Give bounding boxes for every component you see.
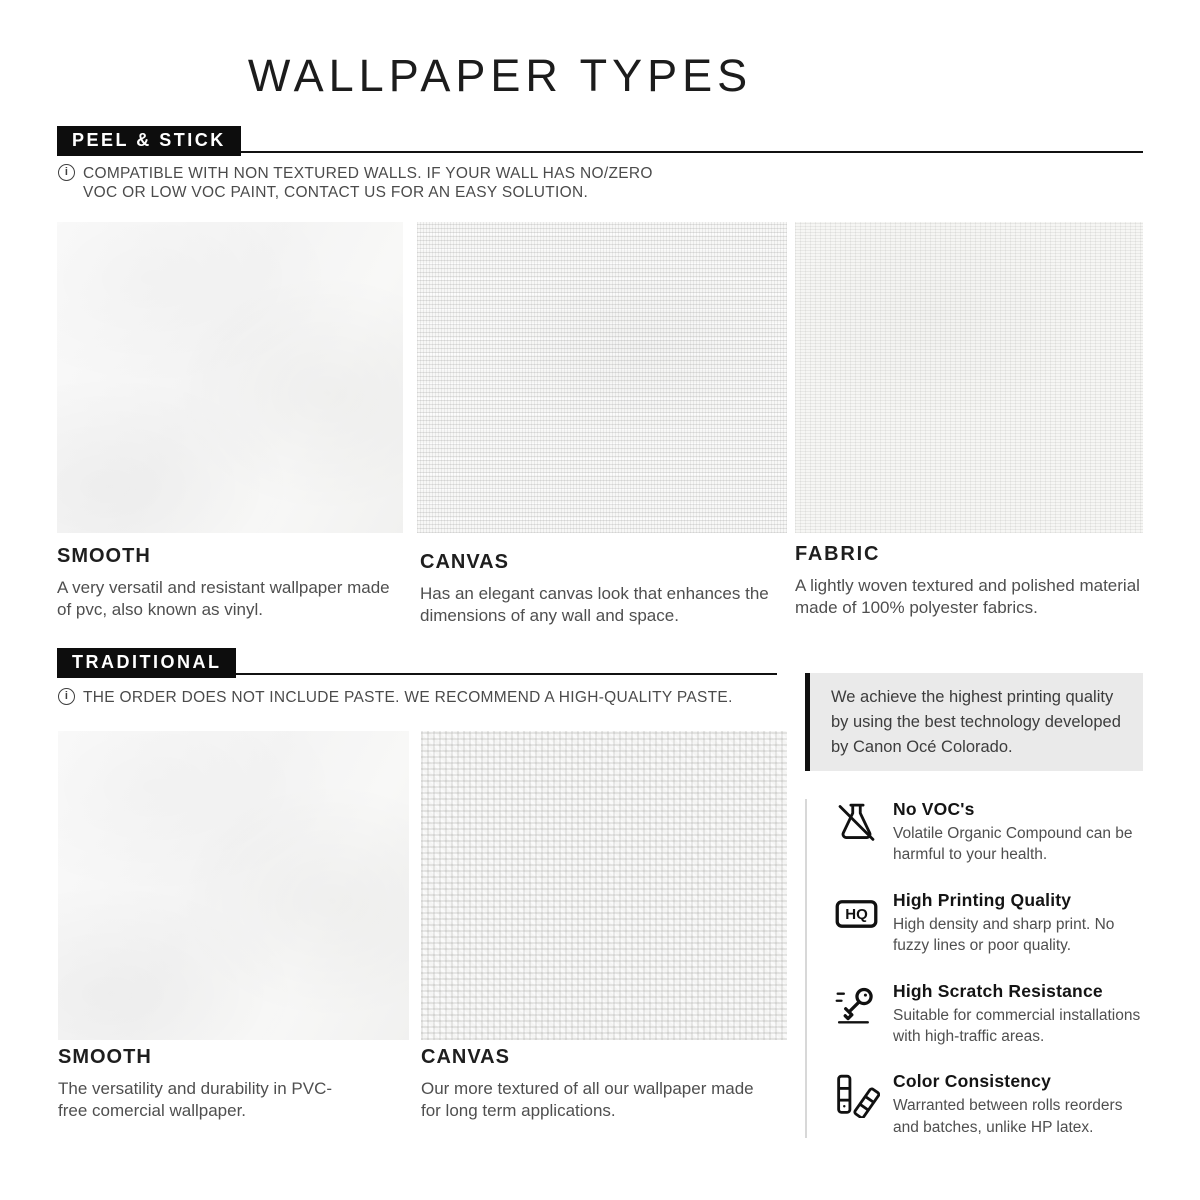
feature-text <box>893 981 1145 1048</box>
swatch-title: FABRIC <box>795 543 881 565</box>
swatch-description: Our more textured of all our wallpaper made for long term applications. <box>421 1079 754 1121</box>
feature-text <box>893 799 1145 866</box>
printing-quality-quote: We achieve the highest printing quality by using the best technology developed by Canon Océ Colorado. <box>805 673 1143 771</box>
high-scratch-resistance-icon <box>833 981 880 1028</box>
swatch-title: CANVAS <box>420 551 509 573</box>
page-title: WALLPAPER TYPES <box>247 50 753 101</box>
feature-high-printing-quality <box>833 890 1153 957</box>
swatch-image-smooth-traditional <box>58 731 409 1040</box>
features-list <box>805 799 1153 1138</box>
info-note-peel-stick <box>58 164 718 203</box>
swatch-image-fabric-peel-stick <box>795 222 1143 533</box>
svg-text:HQ: HQ <box>845 905 868 923</box>
swatch-description: A lightly woven textured and polished material made of 100% polyester fabrics. <box>795 576 1140 618</box>
swatch-title: SMOOTH <box>58 1046 152 1068</box>
feature-no-voc <box>833 799 1153 866</box>
swatch-image-smooth-peel-stick <box>57 222 403 533</box>
info-note-line: VOC OR LOW VOC PAINT, CONTACT US FOR AN EASY SOLUTION. <box>83 184 589 202</box>
swatch-title: SMOOTH <box>57 545 151 567</box>
info-icon: i <box>58 688 75 705</box>
swatch-description: Has an elegant canvas look that enhances the dimensions of any wall and space. <box>420 584 769 626</box>
swatch-image-canvas-peel-stick <box>417 222 787 533</box>
section-badge-peel-stick: PEEL & STICK <box>57 126 241 156</box>
swatch-title: CANVAS <box>421 1046 510 1068</box>
swatch-image-canvas-traditional <box>421 731 787 1040</box>
color-consistency-icon <box>833 1071 880 1118</box>
feature-description: Suitable for commercial installations with high-traffic areas. <box>893 1006 1141 1045</box>
feature-title: Color Consistency <box>893 1071 1052 1092</box>
info-note-line: COMPATIBLE WITH NON TEXTURED WALLS. IF YOUR WALL HAS NO/ZERO <box>83 165 653 182</box>
section-badge-traditional: TRADITIONAL <box>57 648 236 678</box>
feature-color-consistency <box>833 1071 1153 1138</box>
feature-description: Volatile Organic Compound can be harmful to your health. <box>893 825 1133 864</box>
feature-high-scratch-resistance <box>833 981 1153 1048</box>
info-note-text <box>83 164 653 203</box>
feature-title: High Printing Quality <box>893 889 1072 910</box>
swatch-caption-canvas-traditional <box>421 1046 766 1123</box>
swatch-caption-canvas <box>420 551 772 628</box>
swatch-caption-smooth <box>57 545 397 622</box>
feature-title: High Scratch Resistance <box>893 980 1103 1001</box>
swatch-caption-smooth-traditional <box>58 1046 353 1123</box>
no-voc-icon <box>833 799 880 846</box>
info-icon: i <box>58 164 75 181</box>
feature-text <box>893 890 1145 957</box>
info-note-line: THE ORDER DOES NOT INCLUDE PASTE. WE RECOMMEND A HIGH-QUALITY PASTE. <box>83 689 733 706</box>
feature-title: No VOC's <box>893 799 975 819</box>
swatch-description: A very versatil and resistant wallpaper made of pvc, also known as vinyl. <box>57 578 390 620</box>
feature-description: Warranted between rolls reorders and batches, unlike HP latex. <box>893 1097 1123 1136</box>
info-note-traditional <box>58 688 818 707</box>
high-printing-quality-icon <box>833 890 880 937</box>
swatch-caption-fabric <box>795 543 1147 620</box>
feature-text <box>893 1071 1145 1138</box>
info-note-text <box>83 688 733 707</box>
feature-description: High density and sharp print. No fuzzy lines or poor quality. <box>893 915 1115 955</box>
swatch-description: The versatility and durability in PVC-free comercial wallpaper. <box>58 1079 333 1121</box>
